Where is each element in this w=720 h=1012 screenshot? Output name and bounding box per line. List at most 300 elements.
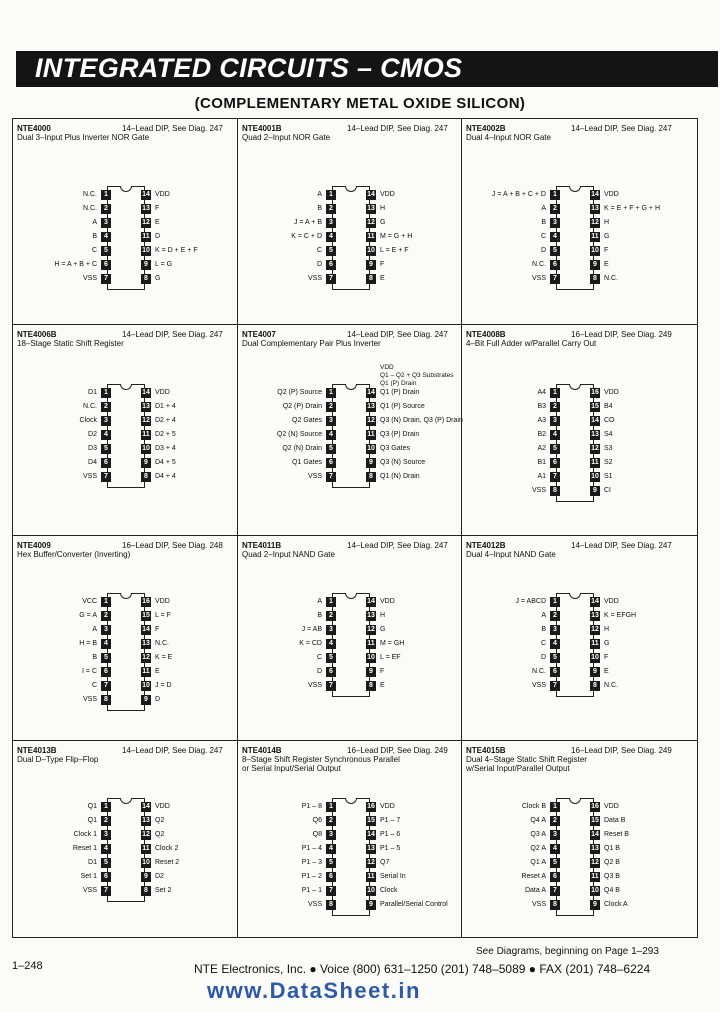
pin-number: 6 xyxy=(101,872,111,882)
pin-label-left: Clock B xyxy=(521,803,546,810)
part-description: Quad 2–Input NAND Gate xyxy=(242,550,335,559)
pin-number: 12 xyxy=(367,859,375,866)
pin-number: 1 xyxy=(326,802,336,812)
pin-label-left: D4 xyxy=(88,459,97,466)
pin-number: 12 xyxy=(591,219,599,226)
pin-label-right: E xyxy=(155,219,160,226)
pin-label-right: F xyxy=(380,261,385,268)
pin-number: 9 xyxy=(590,900,600,910)
pin-number: 7 xyxy=(326,274,336,284)
pin-number: 6 xyxy=(101,260,111,270)
pin-number: 1 xyxy=(101,388,111,398)
pin-label-right: P1 – 5 xyxy=(380,845,401,852)
pin-number: 4 xyxy=(101,430,111,440)
pin-number: 3 xyxy=(326,218,336,228)
pin-number: 11 xyxy=(591,640,599,647)
pin-number: 11 xyxy=(367,233,375,240)
part-cell xyxy=(12,324,236,529)
pin-label-left: B xyxy=(92,233,97,240)
part-number: NTE4014B xyxy=(242,746,282,755)
pin-label-right: VDD xyxy=(155,598,170,605)
pin-label-left: VSS xyxy=(531,275,546,282)
pin-label-left: A xyxy=(317,191,322,198)
pin-label-left: VCC xyxy=(82,598,97,605)
pin-number: 9 xyxy=(590,260,600,270)
dip-package xyxy=(107,593,145,711)
pin-number: 2 xyxy=(550,611,560,621)
pin-number: 5 xyxy=(550,858,560,868)
pin-number: 10 xyxy=(142,445,150,452)
pin-number: 6 xyxy=(326,872,336,882)
pin-number: 14 xyxy=(367,191,375,198)
pin-number: 3 xyxy=(326,830,336,840)
pin-label-right: G xyxy=(380,219,386,226)
pin-number: 9 xyxy=(141,458,151,468)
pin-number: 11 xyxy=(142,233,150,240)
pin-label-right: Data B xyxy=(604,817,626,824)
part-cell xyxy=(237,535,461,740)
pin-number: 14 xyxy=(142,191,150,198)
pin-number: 10 xyxy=(367,247,375,254)
pin-label-right: Q2 xyxy=(155,817,165,824)
package-info: 16–Lead DIP, See Diag. 249 xyxy=(347,746,448,755)
pin-label-right: VDD xyxy=(604,191,619,198)
pin-label-left: P1 – 3 xyxy=(301,859,322,866)
pin-number: 3 xyxy=(550,218,560,228)
pin-label-right: N.C. xyxy=(155,640,169,647)
pin-number: 5 xyxy=(101,858,111,868)
pin-label-left: P1 – 1 xyxy=(301,887,322,894)
pin-label-left: Clock 1 xyxy=(73,831,97,838)
pin-label-right: Q4 B xyxy=(604,887,620,894)
pin-number: 1 xyxy=(101,190,111,200)
pin-label-left: Q6 xyxy=(312,817,322,824)
pin-number: 6 xyxy=(101,667,111,677)
part-description: 4–Bit Full Adder w/Parallel Carry Out xyxy=(466,339,597,348)
pin-number: 9 xyxy=(590,486,600,496)
pin-number: 1 xyxy=(326,190,336,200)
pin-number: 4 xyxy=(550,232,560,242)
pin-label-left: B3 xyxy=(537,403,546,410)
pin-label-left: A xyxy=(317,598,322,605)
pin-number: 1 xyxy=(101,597,111,607)
pin-label-right: L = G xyxy=(155,261,173,268)
pin-label-right: K = D + E + F xyxy=(155,247,198,254)
pin-label-left: H = B xyxy=(79,640,97,647)
pin-label-left: G = A xyxy=(79,612,97,619)
pin-label-right: D xyxy=(155,233,161,240)
pin-label-left: A4 xyxy=(537,389,546,396)
pin-label-left: N.C. xyxy=(532,668,546,675)
pin-number: 10 xyxy=(142,682,150,689)
page-title: INTEGRATED CIRCUITS – CMOS xyxy=(35,53,463,83)
pin-number: 15 xyxy=(591,403,599,410)
dip-package xyxy=(332,798,370,916)
pin-number: 2 xyxy=(326,204,336,214)
pin-number: 6 xyxy=(550,260,560,270)
pin-number: 11 xyxy=(591,873,599,880)
pin-number: 7 xyxy=(101,886,111,896)
pin-label-left: Data A xyxy=(524,887,546,894)
pin-label-left: A xyxy=(92,626,97,633)
pin-label-right: M = G + H xyxy=(380,233,413,240)
pin-number: 6 xyxy=(326,458,336,468)
part-cell xyxy=(12,740,236,945)
pin-label-right: D xyxy=(155,696,161,703)
package-info: 16–Lead DIP, See Diag. 248 xyxy=(122,541,223,550)
pin-number: 13 xyxy=(591,431,599,438)
pin-label-left: I = C xyxy=(82,668,97,675)
pin-label-left: VSS xyxy=(307,901,322,908)
pin-label-left: B xyxy=(317,612,322,619)
pin-number: 8 xyxy=(141,886,151,896)
pin-label-left: J = AB xyxy=(301,626,322,633)
pin-label-right: S1 xyxy=(604,473,613,480)
pin-number: 11 xyxy=(142,845,150,852)
pin-number: 4 xyxy=(550,430,560,440)
pin-number: 3 xyxy=(550,830,560,840)
part-cell xyxy=(461,535,685,740)
pin-number: 14 xyxy=(591,598,599,605)
pin-label-right: Serial In xyxy=(380,873,406,880)
pin-label-right: VDD xyxy=(604,598,619,605)
pin-number: 2 xyxy=(326,611,336,621)
pin-number: 7 xyxy=(550,274,560,284)
pin-number: 16 xyxy=(142,598,150,605)
pin-number: 7 xyxy=(550,886,560,896)
pin-label-left: A2 xyxy=(537,445,546,452)
pin-number: 12 xyxy=(142,831,150,838)
part-description-2: w/Serial Input/Parallel Output xyxy=(466,764,570,773)
pin-number: 8 xyxy=(550,486,560,496)
pin-number: 13 xyxy=(367,612,375,619)
pin-number: 13 xyxy=(367,403,375,410)
pin-number: 1 xyxy=(550,802,560,812)
pin-number: 14 xyxy=(367,389,375,396)
pin-label-left: J = A + B xyxy=(293,219,322,226)
pin-number: 1 xyxy=(326,597,336,607)
dip-package xyxy=(556,384,594,502)
pin-label-right: VDD xyxy=(155,803,170,810)
pin-number: 14 xyxy=(142,626,150,633)
dip-package xyxy=(107,798,145,902)
pin-number: 8 xyxy=(366,274,376,284)
pin-label-right: E xyxy=(604,668,609,675)
pin-label-left: A3 xyxy=(537,417,546,424)
pin-number: 9 xyxy=(141,260,151,270)
pin-label-right: Q3 B xyxy=(604,873,620,880)
pin-number: 13 xyxy=(591,612,599,619)
pin-label-right: H xyxy=(604,626,610,633)
pin-label-left: Q1 xyxy=(87,817,97,824)
pin-number: 15 xyxy=(591,817,599,824)
package-info: 14–Lead DIP, See Diag. 247 xyxy=(347,124,448,133)
pin-number: 14 xyxy=(591,417,599,424)
pin-label-left: Q2 (N) Source xyxy=(276,431,322,438)
dip-package xyxy=(107,384,145,488)
pin-label-left: Q2 Gates xyxy=(292,417,322,424)
pin-number: 7 xyxy=(326,472,336,482)
pin-number: 11 xyxy=(591,459,599,466)
pin-number: 5 xyxy=(101,444,111,454)
pin-number: 8 xyxy=(141,472,151,482)
pin-number: 2 xyxy=(326,816,336,826)
pin-number: 11 xyxy=(591,233,599,240)
pin-label-left: VSS xyxy=(82,473,97,480)
part-description: Dual 4–Input NOR Gate xyxy=(466,133,551,142)
pin-number: 1 xyxy=(550,388,560,398)
part-number: NTE4011B xyxy=(242,541,282,550)
pin-number: 16 xyxy=(591,803,599,810)
pin-label-left: N.C. xyxy=(83,205,97,212)
pin-label-extra: Q1 (P) Drain xyxy=(380,380,417,387)
pin-label-right: L = F xyxy=(155,612,171,619)
pin-label-left: D3 xyxy=(88,445,97,452)
pin-label-right: N.C. xyxy=(604,275,618,282)
pin-number: 11 xyxy=(367,640,375,647)
pin-number: 12 xyxy=(367,626,375,633)
pin-label-right: G xyxy=(380,626,386,633)
pin-number: 12 xyxy=(142,219,150,226)
pin-number: 15 xyxy=(367,817,375,824)
pin-label-right: P1 – 6 xyxy=(380,831,401,838)
pin-number: 4 xyxy=(326,232,336,242)
pin-label-right: CI xyxy=(604,487,611,494)
part-cell xyxy=(237,118,461,323)
pin-label-left: H = A + B + C xyxy=(54,261,97,268)
part-description: Dual 4–Input NAND Gate xyxy=(466,550,556,559)
pin-label-left: Reset A xyxy=(521,873,546,880)
part-description: Hex Buffer/Converter (Inverting) xyxy=(17,550,131,559)
part-number: NTE4008B xyxy=(466,330,506,339)
pin-number: 13 xyxy=(367,845,375,852)
pin-label-left: D1 xyxy=(88,859,97,866)
pin-label-left: K = CD xyxy=(299,640,322,647)
part-cell xyxy=(461,324,685,529)
pin-number: 14 xyxy=(142,803,150,810)
pin-label-extra: VDD xyxy=(380,364,394,371)
contact-info: NTE Electronics, Inc. ● Voice (800) 631–1250 (201) 748–5089 ● FAX (201) 748–6224 xyxy=(194,962,651,976)
pin-label-left: Q3 A xyxy=(530,831,546,838)
part-description: Quad 2–Input NOR Gate xyxy=(242,133,331,142)
pin-label-right: Parallel/Serial Control xyxy=(380,901,448,908)
pin-number: 5 xyxy=(326,653,336,663)
part-description-2: or Serial Input/Serial Output xyxy=(242,764,341,773)
pin-number: 9 xyxy=(366,667,376,677)
pin-label-right: L = E + F xyxy=(380,247,409,254)
part-cell xyxy=(461,118,685,323)
pin-label-right: D1 + 4 xyxy=(155,403,176,410)
pin-label-left: VSS xyxy=(82,887,97,894)
pin-label-right: E xyxy=(380,275,385,282)
pin-label-right: S4 xyxy=(604,431,613,438)
pin-number: 11 xyxy=(367,873,375,880)
pin-label-left: Q2 (P) Source xyxy=(277,389,322,396)
pin-label-left: J = A + B + C + D xyxy=(491,191,546,198)
pin-label-left: VSS xyxy=(307,473,322,480)
pin-number: 13 xyxy=(142,205,150,212)
package-info: 16–Lead DIP, See Diag. 249 xyxy=(571,330,672,339)
dip-package xyxy=(332,186,370,290)
pin-number: 1 xyxy=(550,597,560,607)
pin-number: 13 xyxy=(142,817,150,824)
dip-package xyxy=(107,186,145,290)
part-description: Dual 4–Stage Static Shift Register xyxy=(466,755,587,764)
pin-number: 10 xyxy=(367,887,375,894)
pin-label-right: VDD xyxy=(380,598,395,605)
diagrams-note: See Diagrams, beginning on Page 1–293 xyxy=(476,946,659,957)
pin-label-right: D3 + 4 xyxy=(155,445,176,452)
pin-number: 9 xyxy=(141,695,151,705)
pin-label-right: H xyxy=(380,205,386,212)
pin-number: 6 xyxy=(550,667,560,677)
pin-number: 7 xyxy=(326,886,336,896)
pin-label-right: H xyxy=(604,219,610,226)
pin-number: 9 xyxy=(366,260,376,270)
dip-package xyxy=(556,798,594,916)
pin-number: 2 xyxy=(101,816,111,826)
pin-number: 12 xyxy=(142,417,150,424)
pin-number: 4 xyxy=(101,639,111,649)
pin-label-right: VDD xyxy=(604,803,619,810)
pin-label-left: D xyxy=(540,247,546,254)
part-description: 18–Stage Static Shift Register xyxy=(17,339,124,348)
pin-label-left: D1 xyxy=(88,389,97,396)
pin-number: 3 xyxy=(550,625,560,635)
dip-package xyxy=(332,384,370,488)
part-cell xyxy=(12,118,236,323)
pin-number: 4 xyxy=(326,430,336,440)
part-number: NTE4013B xyxy=(17,746,57,755)
pin-number: 7 xyxy=(550,681,560,691)
pin-label-right: VDD xyxy=(155,191,170,198)
pin-number: 11 xyxy=(142,431,150,438)
pin-label-right: G xyxy=(604,233,610,240)
pin-label-right: VDD xyxy=(380,803,395,810)
pin-label-right: VDD xyxy=(155,389,170,396)
pin-number: 2 xyxy=(326,402,336,412)
pin-label-right: D2 xyxy=(155,873,164,880)
pin-label-right: N.C. xyxy=(604,682,618,689)
dip-package xyxy=(332,593,370,697)
pin-label-right: Q1 (P) Drain xyxy=(380,389,420,396)
pin-label-left: K = C + D xyxy=(291,233,322,240)
pin-label-right: F xyxy=(380,668,385,675)
pin-number: 5 xyxy=(550,653,560,663)
pin-number: 5 xyxy=(550,444,560,454)
pin-label-left: N.C. xyxy=(532,261,546,268)
pin-number: 3 xyxy=(101,830,111,840)
pin-label-left: C xyxy=(316,247,322,254)
pin-number: 10 xyxy=(591,887,599,894)
pin-label-right: Reset 2 xyxy=(155,859,180,866)
part-number: NTE4006B xyxy=(17,330,57,339)
pin-label-right: B4 xyxy=(604,403,613,410)
watermark: www.DataSheet.in xyxy=(207,978,421,1003)
pin-number: 8 xyxy=(326,900,336,910)
pin-label-right: Clock xyxy=(380,887,398,894)
pin-number: 8 xyxy=(590,274,600,284)
pin-number: 14 xyxy=(591,831,599,838)
pin-label-right: D2 + 4 xyxy=(155,417,176,424)
pin-number: 3 xyxy=(326,625,336,635)
part-number: NTE4002B xyxy=(466,124,506,133)
pin-number: 13 xyxy=(142,640,150,647)
pin-number: 3 xyxy=(101,625,111,635)
pin-number: 14 xyxy=(591,191,599,198)
pin-label-right: F xyxy=(155,626,160,633)
package-info: 14–Lead DIP, See Diag. 247 xyxy=(571,124,672,133)
pin-label-left: B xyxy=(541,219,546,226)
pin-number: 6 xyxy=(326,667,336,677)
pin-label-right: Q3 (P) Drain xyxy=(380,431,420,438)
pin-label-right: F xyxy=(604,654,609,661)
pin-label-right: Clock 2 xyxy=(155,845,179,852)
pin-label-left: P1 – 4 xyxy=(301,845,322,852)
pin-label-left: N.C. xyxy=(83,403,97,410)
pin-label-left: Clock xyxy=(79,417,97,424)
package-info: 14–Lead DIP, See Diag. 247 xyxy=(571,541,672,550)
pin-number: 14 xyxy=(367,831,375,838)
pin-number: 12 xyxy=(142,654,150,661)
pin-number: 11 xyxy=(367,431,375,438)
pin-number: 2 xyxy=(550,402,560,412)
pin-label-right: D4 + 5 xyxy=(155,459,176,466)
pin-number: 2 xyxy=(550,204,560,214)
pin-label-right: L = EF xyxy=(380,654,401,661)
pin-label-right: K = EFGH xyxy=(604,612,637,619)
pin-label-left: Q2 (N) Drain xyxy=(282,445,322,452)
pin-number: 10 xyxy=(367,654,375,661)
dip-package xyxy=(556,186,594,290)
pin-number: 7 xyxy=(326,681,336,691)
pin-number: 11 xyxy=(142,668,150,675)
pin-label-left: B xyxy=(317,205,322,212)
pin-number: 4 xyxy=(101,232,111,242)
pin-label-left: Q8 xyxy=(312,831,322,838)
pin-label-right: E xyxy=(380,682,385,689)
pin-number: 10 xyxy=(591,473,599,480)
pin-label-left: VSS xyxy=(82,275,97,282)
pin-label-left: Q4 A xyxy=(530,817,546,824)
pin-label-left: A xyxy=(92,219,97,226)
pin-number: 16 xyxy=(591,389,599,396)
pin-number: 12 xyxy=(367,219,375,226)
part-cell xyxy=(461,740,685,945)
pin-number: 10 xyxy=(142,247,150,254)
pin-label-right: S3 xyxy=(604,445,613,452)
pin-number: 4 xyxy=(101,844,111,854)
pin-label-left: B1 xyxy=(537,459,546,466)
pin-label-left: P1 – 2 xyxy=(301,873,322,880)
pin-number: 13 xyxy=(367,205,375,212)
pin-label-left: Q1 Gates xyxy=(292,459,322,466)
pin-number: 5 xyxy=(101,653,111,663)
pin-number: 13 xyxy=(142,403,150,410)
pin-number: 5 xyxy=(326,444,336,454)
pin-label-left: B2 xyxy=(537,431,546,438)
pin-label-right: E xyxy=(155,668,160,675)
pin-number: 10 xyxy=(591,654,599,661)
pin-number: 2 xyxy=(101,204,111,214)
pin-label-right: VDD xyxy=(604,389,619,396)
pin-label-right: Q3 (N) Source xyxy=(380,459,426,466)
pin-number: 3 xyxy=(101,218,111,228)
pin-label-right: Reset B xyxy=(604,831,629,838)
pin-number: 5 xyxy=(101,246,111,256)
pin-number: 13 xyxy=(591,205,599,212)
package-info: 14–Lead DIP, See Diag. 247 xyxy=(122,124,223,133)
